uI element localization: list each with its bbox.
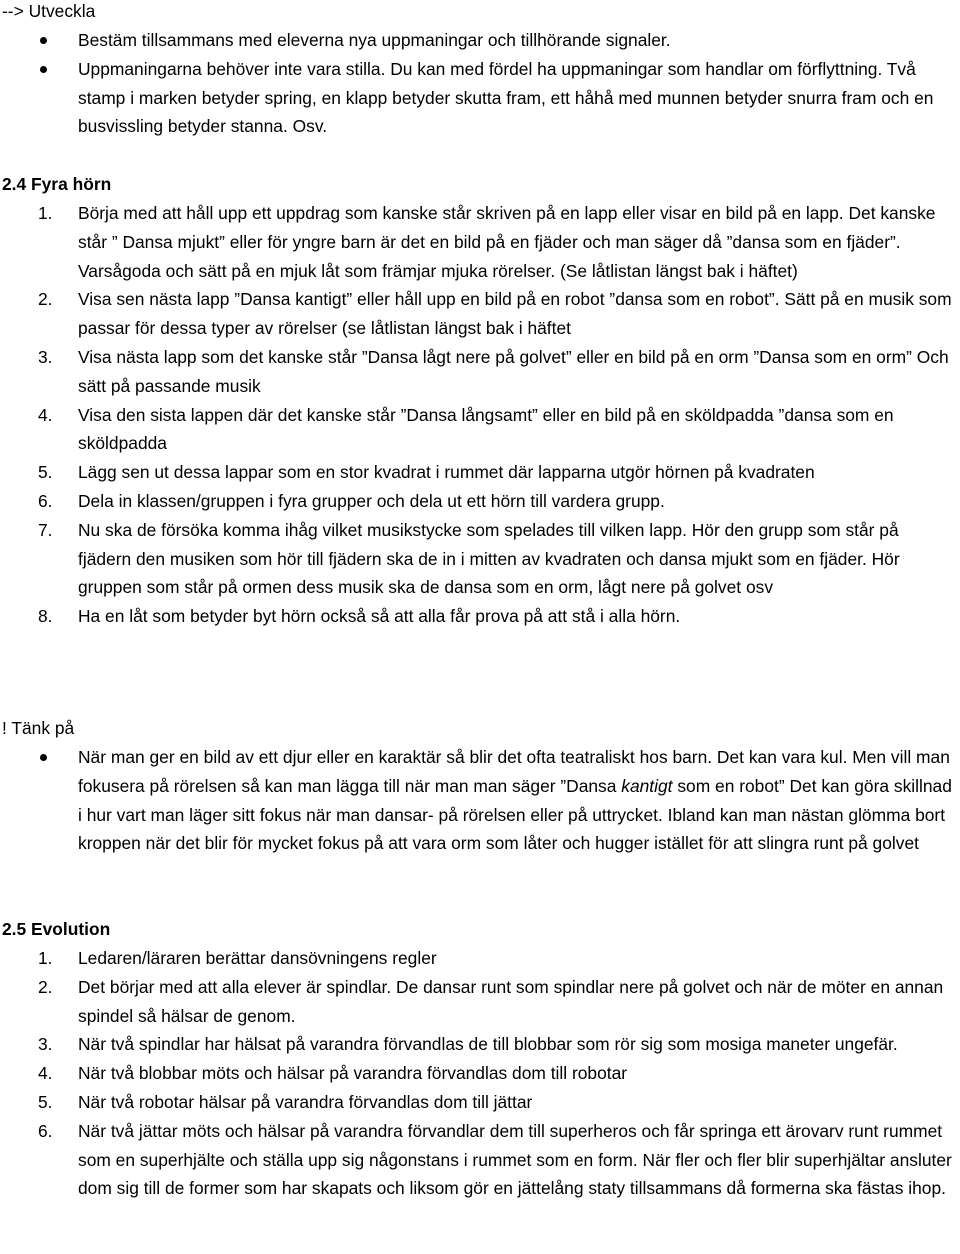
tank-pa-italic-word: kantigt [621, 775, 673, 796]
list-number: 3. [38, 346, 53, 367]
list-number: 5. [38, 462, 53, 483]
list-item [0, 973, 960, 1031]
list-number: 7. [38, 519, 53, 540]
list-number: 3. [38, 1034, 53, 1055]
list-item [0, 944, 960, 973]
list-number: 4. [38, 1063, 53, 1084]
list-item [0, 199, 960, 285]
list-number: 6. [38, 1120, 53, 1141]
list-item [0, 285, 960, 343]
utveckla-bullet-list [0, 26, 960, 141]
tank-pa-text-part2: som en robot” Det kan göra skillnad i hur vart man läger sitt fokus när man dansar- på rörelsen eller på uttrycket. Ibland kan man nästan glömma bort kroppen när det blir för mycket fokus på att vara orm som låter och hugger istället för att slingra runt på golvet [78, 775, 952, 854]
list-number: 6. [38, 490, 53, 511]
list-number: 2. [38, 289, 53, 310]
list-item [0, 516, 960, 602]
list-item [0, 401, 960, 459]
list-item-text: Börja med att håll upp ett uppdrag som kanske står skriven på en lapp eller visar en bild på en lapp. Det kanske står ” Dansa mjukt” eller för yngre barn är det en bild på en fjäder och man säger då ”dansa som en fjäder”. Varsågoda och sätt på en mjuk låt som främjar mjuka rörelser. (Se låtlistan längst bak i häftet) [78, 203, 936, 281]
list-item-text: Uppmaningarna behöver inte vara stilla. Du kan med fördel ha uppmaningar som handlar om förflyttning. Två stamp i marken betyder spring, en klapp betyder skutta fram, ett håhå med munnen betyder snurra fram och en busvissling betyder stanna. Osv. [78, 58, 934, 137]
list-item-text: Bestäm tillsammans med eleverna nya uppmaningar och tillhörande signaler. [78, 30, 671, 50]
list-item [0, 1117, 960, 1203]
tank-pa-text-part1: När man ger en bild av ett djur eller en karaktär så blir det ofta teatraliskt hos barn. Det kan vara kul. Men vill man fokusera på rörelsen så kan man lägga till när man man säger ”Dansa [78, 747, 950, 796]
list-number: 1. [38, 948, 53, 968]
tank-pa-bullet-list [0, 743, 960, 858]
list-item [0, 487, 960, 516]
list-item [0, 343, 960, 401]
list-item-text [78, 743, 956, 858]
fyra-horn-list [0, 199, 960, 631]
list-item-text: Visa sen nästa lapp ”Dansa kantigt” eller håll upp en bild på en robot ”dansa som en robot”. Sätt på en musik som passar för dessa typer av rörelser (se låtlistan längst bak i häftet [78, 289, 952, 339]
list-item-text: Ha en låt som betyder byt hörn också så att alla får prova på att stå i alla hörn. [78, 606, 681, 627]
list-item-text: Visa nästa lapp som det kanske står ”Dansa lågt nere på golvet” eller en bild på en orm ”Dansa som en orm” Och sätt på passande musik [78, 346, 949, 396]
list-item-text: Ledaren/läraren berättar dansövningens regler [78, 948, 437, 968]
list-item [0, 743, 960, 858]
list-item-text: När två blobbar möts och hälsar på varandra förvandlas dom till robotar [78, 1063, 628, 1084]
list-item [0, 1030, 960, 1059]
list-item-text: Dela in klassen/gruppen i fyra grupper och dela ut ett hörn till vardera grupp. [78, 490, 665, 511]
tank-pa-heading: ! Tänk på [2, 718, 75, 738]
list-item-text: Det börjar med att alla elever är spindlar. De dansar runt som spindlar nere på golvet och när de möter en annan spindel så hälsar de genom. [78, 976, 944, 1026]
list-number: 8. [38, 606, 53, 627]
list-number: 1. [38, 203, 53, 223]
list-item-text: Visa den sista lappen där det kanske står ”Dansa långsamt” eller en bild på en sköldpadda ”dansa som en sköldpadda [78, 404, 894, 454]
bullet-dot-icon [40, 754, 47, 761]
list-item [0, 602, 960, 631]
bullet-dot-icon [40, 37, 47, 44]
bullet-dot-icon [40, 66, 47, 73]
utveckla-heading: --> Utveckla [2, 1, 96, 21]
list-number: 2. [38, 976, 53, 997]
list-item [0, 55, 960, 141]
list-number: 5. [38, 1091, 53, 1112]
list-item [0, 1059, 960, 1088]
list-item [0, 1088, 960, 1117]
list-item [0, 458, 960, 487]
list-item-text: Lägg sen ut dessa lappar som en stor kvadrat i rummet där lapparna utgör hörnen på kvadraten [78, 462, 815, 483]
evolution-list [0, 944, 960, 1203]
list-number: 4. [38, 404, 53, 425]
list-item-text: När två jättar möts och hälsar på varandra förvandlar dem till superheros och får springa ett ärovarv runt rummet som en superhjälte och ställa upp sig någonstans i rummet som en form. När fler och fler blir superhjältar ansluter dom sig till de former som har skapats och liksom gör en jättelång staty tillsammans då formerna ska fästas ihop. [78, 1120, 952, 1199]
list-item-text: När två spindlar har hälsat på varandra förvandlas de till blobbar som rör sig som mosiga maneter ungefär. [78, 1034, 898, 1055]
list-item [0, 26, 960, 55]
list-item-text: När två robotar hälsar på varandra förvandlas dom till jättar [78, 1091, 533, 1112]
list-item-text: Nu ska de försöka komma ihåg vilket musikstycke som spelades till vilken lapp. Hör den grupp som står på fjädern den musiken som hör till fjädern ska de in i mitten av kvadraten och dansa mjukt som en fjäder. Hör gruppen som står på ormen dess musik ska de dansa som en orm, lågt nere på golvet osv [78, 519, 900, 598]
fyra-horn-heading: 2.4 Fyra hörn [2, 174, 112, 194]
evolution-heading: 2.5 Evolution [2, 919, 111, 939]
